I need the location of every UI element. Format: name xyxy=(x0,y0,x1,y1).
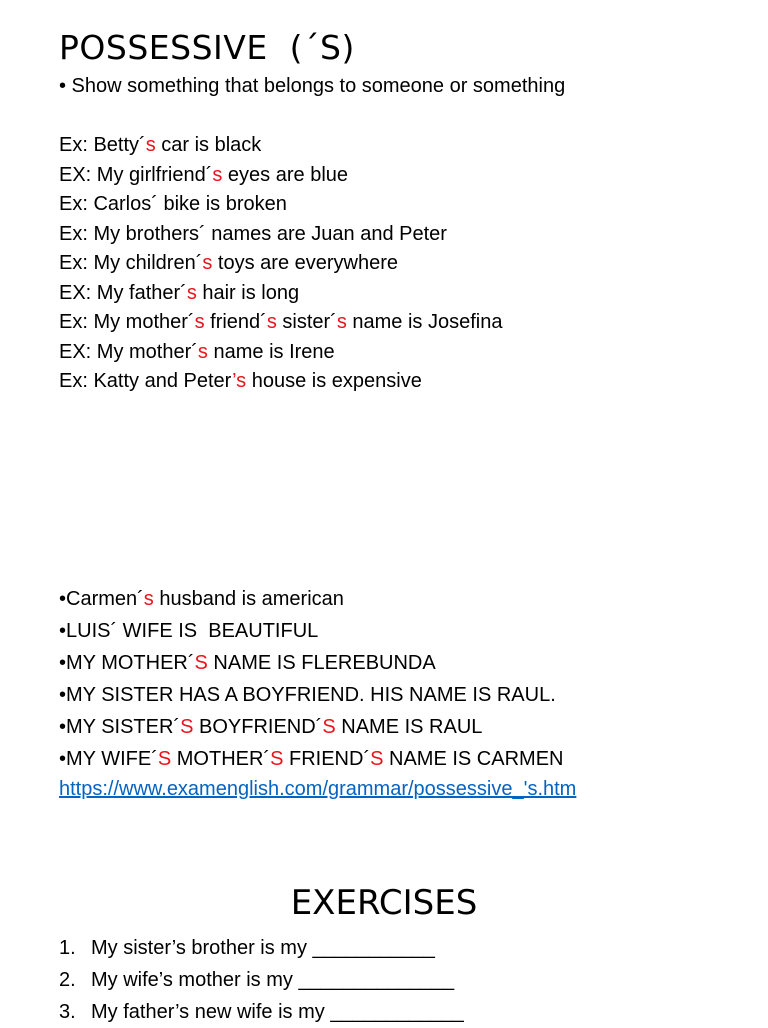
line-text: name is Josefina xyxy=(346,311,503,333)
line-text: MOTHER´ xyxy=(171,748,271,770)
line-text: FRIEND´ xyxy=(283,748,371,770)
line-text: hair is long xyxy=(196,281,300,304)
line-text: car is black xyxy=(155,134,262,156)
reference-link[interactable]: https://www.examenglish.com/grammar/possessive_'s.htm xyxy=(59,778,577,800)
possessive-marker: ’s xyxy=(232,370,247,392)
example-line xyxy=(59,279,502,309)
line-text: EX: My father´ xyxy=(59,281,187,304)
exercises-title: EXERCISES xyxy=(290,883,478,923)
line-text: EX: My girlfriend´ xyxy=(59,163,213,186)
line-text: •Carmen´ xyxy=(59,588,144,610)
page-title: POSSESSIVE (´S) xyxy=(59,28,355,67)
line-text: eyes are blue xyxy=(222,163,349,186)
example-line xyxy=(59,190,502,220)
sentence-line xyxy=(59,679,563,711)
examples-list xyxy=(59,131,502,397)
line-text: Ex: Katty and Peter xyxy=(59,370,233,392)
line-text: name is Irene xyxy=(207,340,335,363)
example-line xyxy=(59,249,502,279)
possessive-marker: s xyxy=(336,311,347,333)
exercise-text: My sister’s brother is my ___________ xyxy=(91,937,435,959)
example-line xyxy=(59,367,502,397)
line-text: •MY SISTER HAS A BOYFRIEND. HIS NAME IS RAUL. xyxy=(59,684,556,706)
line-text: •LUIS´ WIFE IS BEAUTIFUL xyxy=(59,620,319,642)
line-text: house is expensive xyxy=(246,370,422,392)
sentence-line xyxy=(59,583,563,615)
line-text: EX: My mother´ xyxy=(59,340,198,363)
sentence-line xyxy=(59,615,563,647)
example-line xyxy=(59,131,502,161)
exercises-list xyxy=(59,932,464,1028)
line-text: Ex: Betty´ xyxy=(59,134,146,156)
exercise-number: 2. xyxy=(59,969,76,991)
exercise-text: My father’s new wife is my ____________ xyxy=(91,1001,464,1023)
possessive-marker: s xyxy=(212,163,223,186)
intro-bullet: • Show something that belongs to someone or something xyxy=(59,75,566,97)
exercise-item xyxy=(59,996,464,1028)
line-text: Ex: My children´ xyxy=(59,252,203,274)
line-text: Ex: My brothers´ names are Juan and Peter xyxy=(59,222,447,245)
possessive-marker: s xyxy=(197,340,208,363)
line-text: Ex: Carlos´ bike is broken xyxy=(59,193,287,215)
line-text: •MY SISTER´ xyxy=(59,716,181,738)
possessive-marker: s xyxy=(145,134,156,156)
line-text: •MY MOTHER´ xyxy=(59,652,195,674)
line-text: •MY WIFE´ xyxy=(59,748,158,770)
exercise-number: 3. xyxy=(59,1001,76,1023)
possessive-marker: S xyxy=(180,716,194,738)
possessive-marker: S xyxy=(194,652,208,674)
exercise-text: My wife’s mother is my ______________ xyxy=(91,969,455,991)
exercise-item xyxy=(59,932,464,964)
possessive-marker: s xyxy=(194,311,205,333)
line-text: NAME IS RAUL xyxy=(335,716,483,738)
line-text: sister´ xyxy=(276,311,337,333)
line-text: friend´ xyxy=(204,311,267,333)
possessive-marker: s xyxy=(186,281,197,304)
sentence-line xyxy=(59,647,563,679)
line-text: NAME IS CARMEN xyxy=(383,748,564,770)
sentence-line xyxy=(59,743,563,775)
possessive-marker: S xyxy=(157,748,172,770)
example-line xyxy=(59,308,502,338)
example-line xyxy=(59,220,502,250)
possessive-marker: s xyxy=(266,311,277,333)
sentences-list xyxy=(59,583,563,775)
exercise-number: 1. xyxy=(59,937,76,959)
line-text: BOYFRIEND´ xyxy=(193,716,323,738)
possessive-marker: S xyxy=(322,716,336,738)
line-text: NAME IS FLEREBUNDA xyxy=(207,652,436,674)
sentence-line xyxy=(59,711,563,743)
example-line xyxy=(59,338,502,368)
example-line xyxy=(59,161,502,191)
line-text: Ex: My mother´ xyxy=(59,311,195,333)
possessive-marker: s xyxy=(143,588,154,610)
possessive-marker: s xyxy=(202,252,213,274)
exercise-item xyxy=(59,964,464,996)
possessive-marker: S xyxy=(370,748,384,770)
line-text: toys are everywhere xyxy=(212,252,399,274)
possessive-marker: S xyxy=(270,748,284,770)
line-text: husband is american xyxy=(153,588,344,610)
